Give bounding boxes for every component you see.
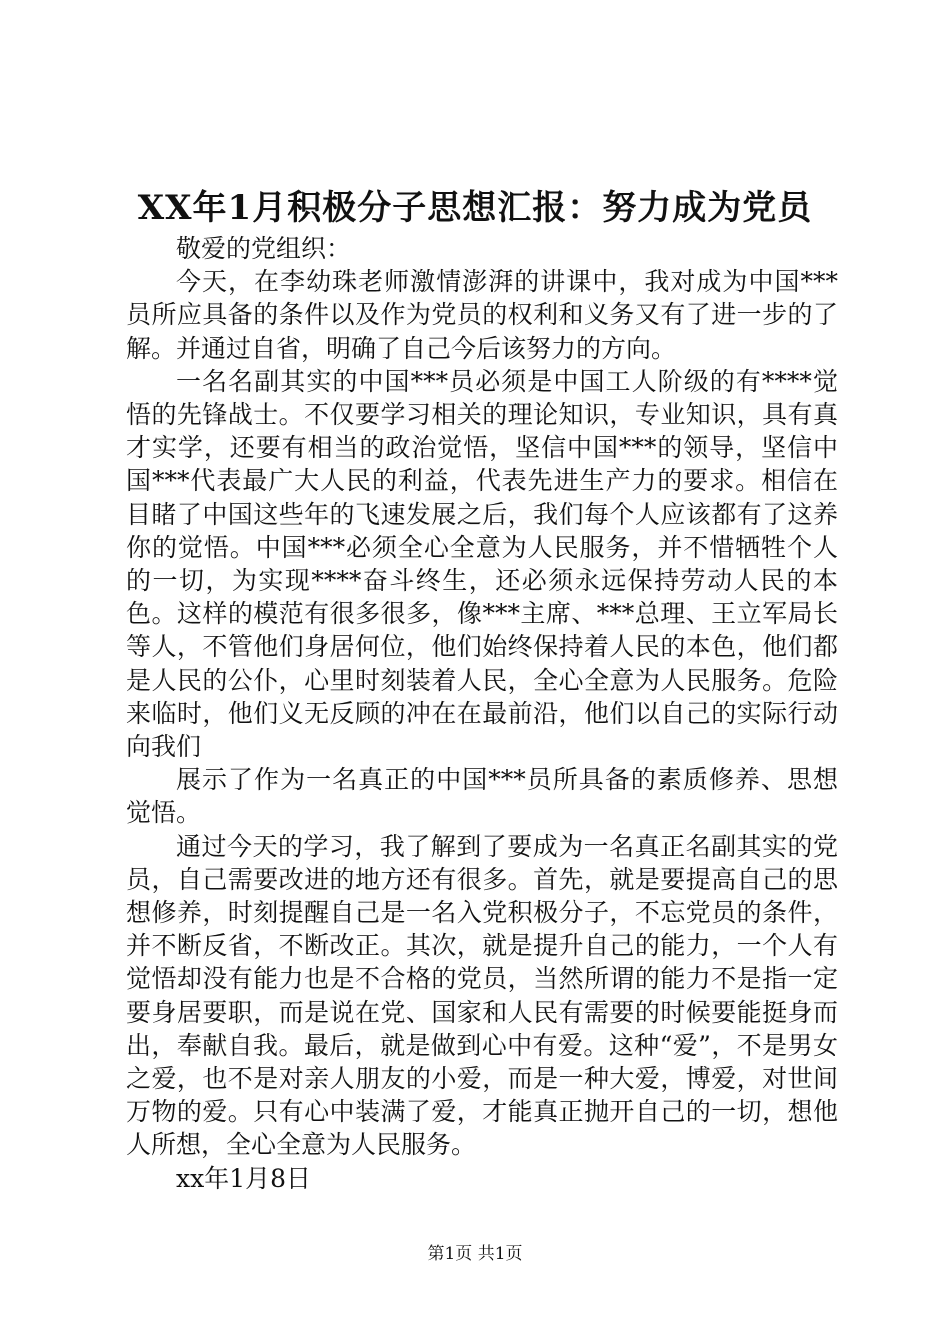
paragraph-3: 展示了作为一名真正的中国***员所具备的素质修养、思想觉悟。 (126, 765, 838, 828)
paragraph-4: 通过今天的学习，我了解到了要成为一名真正名副其实的党员，自己需要改进的地方还有很多。首先，就是要提高自己的思想修养，时刻提醒自己是一名入党积极分子，不忘党员的条件，并不断反省，不断改正。其次，就是提升自己的能力，一个人有觉悟却没有能力也是不合格的党员，当然所谓的能力不是指一定要身居要职，而是说在党、国家和人民有需要的时候要能挺身而出，奉献自我。最后，就是做到心中有爱。这种“爱”，不是男女之爱，也不是对亲人朋友的小爱，而是一种大爱，博爱，对世间万物的爱。只有心中装满了爱，才能真正抛开自己的一切，想他人所想，全心全意为人民服务。 (126, 831, 838, 1160)
page-footer: 第1页 共1页 (427, 1244, 523, 1264)
date-line: xx年1月8日 (176, 1163, 312, 1193)
paragraph-1: 今天，在李幼珠老师激情澎湃的讲课中，我对成为中国***员所应具备的条件以及作为党员的权利和义务又有了进一步的了解。并通过自省，明确了自己今后该努力的方向。 (126, 267, 838, 363)
document-body (126, 232, 838, 1195)
salutation: 敬爱的党组织： (176, 234, 352, 263)
document-title: XX年1月积极分子思想汇报：努力成为党员 (137, 188, 813, 228)
paragraph-2: 一名名副其实的中国***员必须是中国工人阶级的有****觉悟的先锋战士。不仅要学习相关的理论知识，专业知识，具有真才实学，还要有相当的政治觉悟，坚信中国***的领导，坚信中国***代表最广大人民的利益，代表先进生产力的要求。相信在目睹了中国这些年的飞速发展之后，我们每个人应该都有了这养你的觉悟。中国***必须全心全意为人民服务，并不惜牺牲个人的一切，为实现****奋斗终生，还必须永远保持劳动人民的本色。这样的模范有很多很多，像***主席、***总理、王立军局长等人，不管他们身居何位，他们始终保持着人民的本色，他们都是人民的公仆，心里时刻装着人民，全心全意为人民服务。危险来临时，他们义无反顾的冲在在最前沿，他们以自己的实际行动向我们 (126, 366, 838, 762)
